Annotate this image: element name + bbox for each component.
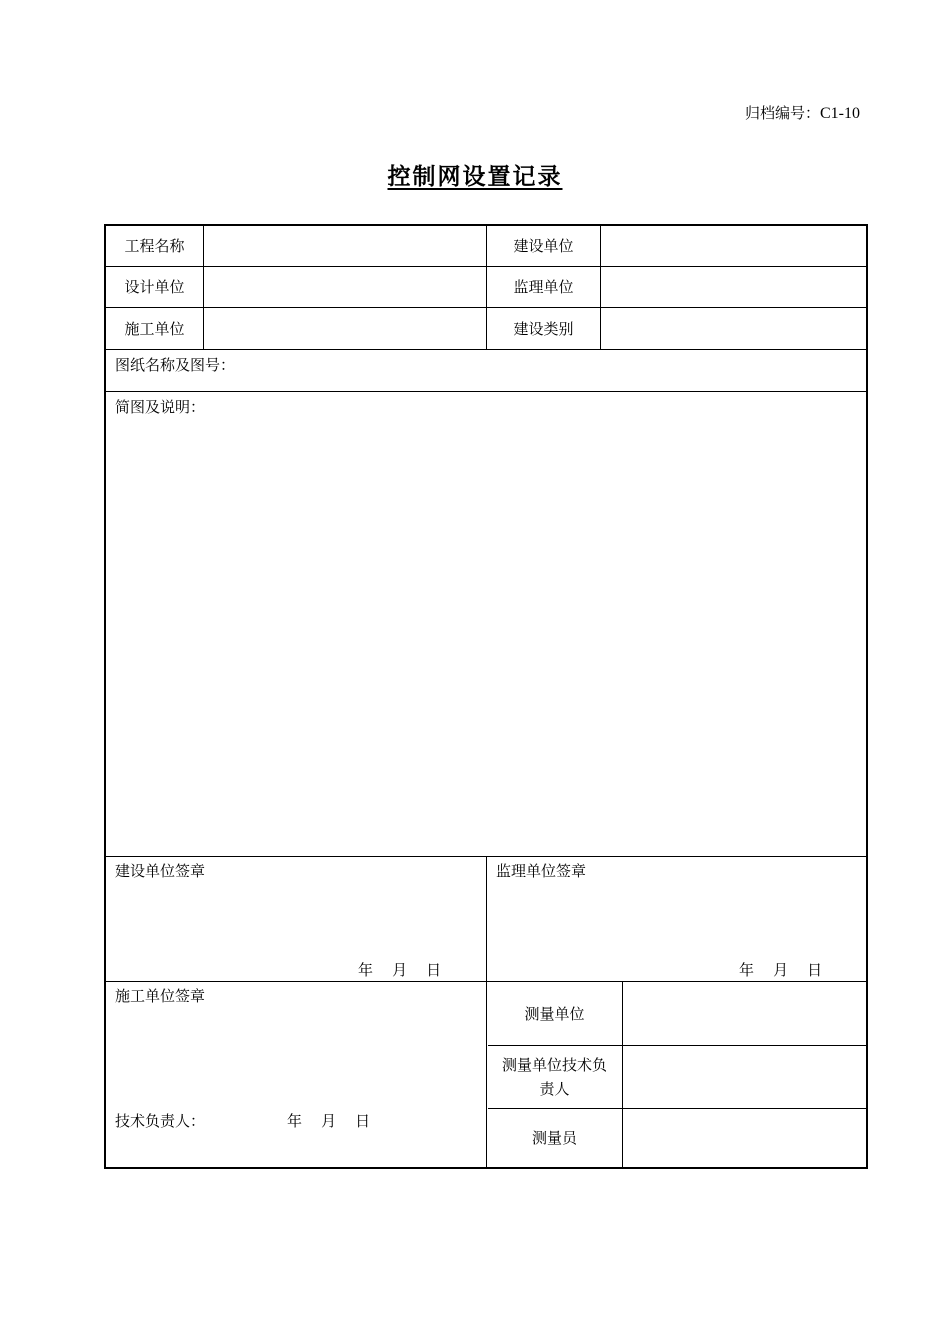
construction-type-label: 建设类别	[513, 319, 574, 338]
drawing-name-label: 图纸名称及图号：	[115, 356, 236, 374]
sketch-label: 简图及说明：	[115, 398, 206, 416]
construction-unit-label: 施工单位	[124, 319, 185, 338]
sketch-area[interactable]	[106, 392, 866, 856]
survey-tech-lead-field[interactable]	[623, 1046, 866, 1108]
tech-lead-label: 技术负责人：	[115, 1112, 206, 1130]
supervision-sign-label: 监理单位签章	[496, 862, 587, 880]
construction-sign-label: 施工单位签章	[115, 987, 206, 1005]
construction-type-field[interactable]	[601, 308, 866, 349]
construction-unit-field[interactable]	[204, 308, 486, 349]
project-name-label: 工程名称	[124, 237, 185, 255]
owner-sign-date: 年 月 日	[358, 961, 442, 979]
record-form	[104, 224, 868, 1169]
archive-number-value: C1-10	[820, 105, 860, 122]
survey-unit-field[interactable]	[623, 982, 866, 1045]
page-title	[0, 158, 950, 191]
page-title-text: 控制网设置记录	[387, 164, 563, 190]
supervision-sign-date: 年 月 日	[739, 961, 823, 979]
supervision-unit-label: 监理单位	[513, 278, 574, 296]
owner-unit-label: 建设单位	[513, 237, 574, 255]
surveyor-field[interactable]	[623, 1109, 866, 1167]
project-name-field[interactable]	[204, 226, 486, 266]
design-unit-field[interactable]	[204, 267, 486, 307]
supervision-unit-field[interactable]	[601, 267, 866, 307]
design-unit-label: 设计单位	[124, 278, 185, 296]
archive-number	[745, 102, 860, 123]
owner-sign-label: 建设单位签章	[115, 862, 206, 880]
construction-sign-date: 年 月 日	[287, 1112, 371, 1130]
archive-number-label: 归档编号：	[744, 104, 820, 122]
survey-tech-lead-label: 测量单位技术负责人	[501, 1056, 607, 1098]
owner-unit-field[interactable]	[601, 226, 866, 266]
surveyor-label: 测量员	[531, 1129, 577, 1147]
survey-unit-label: 测量单位	[524, 1004, 585, 1023]
